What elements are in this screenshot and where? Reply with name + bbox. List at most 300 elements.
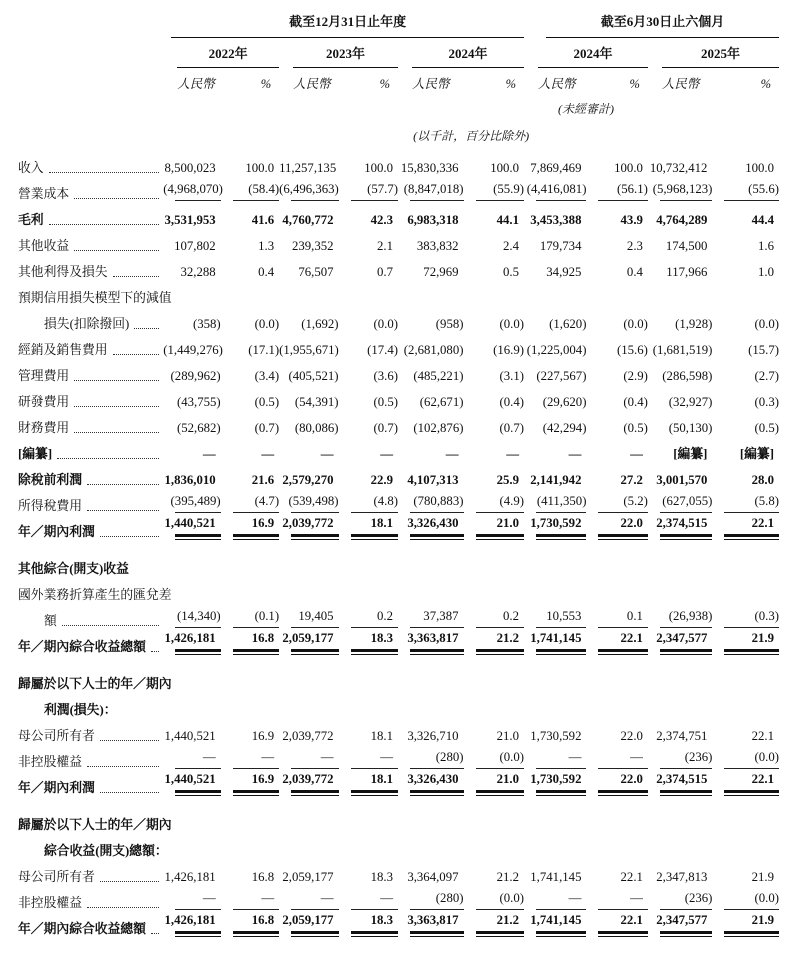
cell-value xyxy=(339,692,398,718)
cell-value: 10,553 xyxy=(524,603,586,629)
cell-value xyxy=(648,280,712,306)
cell-value: — xyxy=(339,744,398,770)
cell-value xyxy=(163,833,220,859)
table-row xyxy=(0,436,779,462)
cell-value: — xyxy=(221,744,279,770)
cell-value xyxy=(524,551,586,577)
cell-value: 1,426,181 xyxy=(163,629,220,655)
cell-value: 2,347,813 xyxy=(656,870,708,885)
cell-value: (43,755) xyxy=(176,395,221,410)
cell-value xyxy=(712,280,779,306)
single-rule xyxy=(410,909,463,910)
cell-value xyxy=(398,807,463,833)
cell-value: 6,983,318 xyxy=(407,213,459,228)
cell-value: (0.7) xyxy=(254,421,280,436)
single-rule xyxy=(410,200,463,201)
dot-leader xyxy=(49,172,160,173)
cell-value: — xyxy=(279,744,338,770)
cell-value: (42,294) xyxy=(542,421,587,436)
row-label-text: 綜合收益(開支)總額： xyxy=(44,844,168,859)
cell-value xyxy=(648,807,712,833)
cell-value: (16.9) xyxy=(493,343,524,358)
cell-value: 34,925 xyxy=(546,265,582,280)
cell-value: 4,760,772 xyxy=(282,213,334,228)
cell-value: (29,620) xyxy=(542,395,587,410)
cell-value: (0.7) xyxy=(499,421,524,436)
single-rule xyxy=(598,200,647,201)
cell-value: (4.9) xyxy=(464,488,525,514)
table-row xyxy=(0,744,779,770)
row-label-text: 年／期內綜合收益總額 xyxy=(18,922,146,937)
table-row xyxy=(0,514,779,540)
cell-value: 3,363,817 xyxy=(398,629,463,655)
cell-value xyxy=(339,833,398,859)
cell-value xyxy=(221,833,279,859)
cell-value: 0.2 xyxy=(339,603,398,629)
single-rule xyxy=(598,627,647,628)
cell-value: — xyxy=(586,885,647,911)
cell-value: — xyxy=(445,447,459,462)
cell-value: (395,489) xyxy=(163,488,220,514)
cell-value: 18.3 xyxy=(339,911,398,937)
cell-value: 16.8 xyxy=(221,911,279,937)
single-rule xyxy=(351,909,398,910)
row-label xyxy=(0,692,163,718)
unaudited-note-row xyxy=(0,92,779,117)
percent-header: % xyxy=(260,77,272,92)
cell-value: 0.5 xyxy=(503,265,519,280)
row-label-text: 收入 xyxy=(18,161,44,176)
cell-value xyxy=(464,551,525,577)
single-rule xyxy=(410,627,463,628)
cell-value xyxy=(221,807,279,833)
cell-value: (80,086) xyxy=(294,421,339,436)
dot-leader xyxy=(100,536,159,537)
cell-value: (54,391) xyxy=(294,395,339,410)
row-label-text: 歸屬於以下人士的年／期內 xyxy=(18,677,172,692)
row-label xyxy=(0,488,163,514)
cell-value xyxy=(648,551,712,577)
row-label xyxy=(0,770,163,796)
cell-value: (62,671) xyxy=(419,395,464,410)
cell-value xyxy=(648,833,712,859)
single-rule xyxy=(175,909,220,910)
cell-value: (5.8) xyxy=(712,488,779,514)
single-rule xyxy=(598,768,647,769)
single-rule xyxy=(175,512,220,513)
single-rule xyxy=(536,909,586,910)
cell-value: 1.3 xyxy=(258,239,275,254)
cell-value xyxy=(464,692,525,718)
row-label xyxy=(0,603,163,629)
currency-header: 人民幣 xyxy=(412,77,450,92)
dot-leader xyxy=(74,380,159,381)
cell-value: (280) xyxy=(398,885,463,911)
cell-value: (0.3) xyxy=(754,395,779,410)
cell-value: — xyxy=(568,447,582,462)
cell-value: — xyxy=(279,885,338,911)
cell-value xyxy=(586,666,647,692)
cell-value: (2.9) xyxy=(623,369,648,384)
cell-value: (0.5) xyxy=(623,421,648,436)
cell-value xyxy=(648,692,712,718)
cell-value xyxy=(712,666,779,692)
cell-value: 383,832 xyxy=(416,239,459,254)
row-label xyxy=(0,859,163,885)
cell-value: [編纂] xyxy=(739,447,774,462)
single-rule xyxy=(536,200,586,201)
row-label-text: 研發費用 xyxy=(18,395,70,410)
table-row xyxy=(0,488,779,514)
row-label xyxy=(0,718,163,744)
period-group-annual-label: 截至12月31日止年度 xyxy=(289,14,407,29)
cell-value: — xyxy=(221,885,279,911)
row-label xyxy=(0,462,163,488)
cell-value: (0.4) xyxy=(623,395,648,410)
double-rule xyxy=(536,931,586,937)
cell-value: 2,374,515 xyxy=(648,770,712,796)
cell-value: (6,496,363) xyxy=(279,176,338,202)
cell-value xyxy=(339,551,398,577)
cell-value xyxy=(221,280,279,306)
cell-value xyxy=(279,833,338,859)
cell-value: 1,440,521 xyxy=(163,514,220,540)
cell-value: 21.6 xyxy=(251,473,275,488)
cell-value: 18.3 xyxy=(370,870,394,885)
double-rule xyxy=(660,931,712,937)
cell-value: 239,352 xyxy=(291,239,334,254)
cell-value: 0.4 xyxy=(258,265,275,280)
single-rule xyxy=(536,768,586,769)
single-rule xyxy=(476,909,525,910)
cell-value: 0.4 xyxy=(626,265,643,280)
cell-value: 22.1 xyxy=(712,770,779,796)
single-rule xyxy=(724,627,779,628)
cell-value: 18.1 xyxy=(339,770,398,796)
cell-value: (0.0) xyxy=(754,317,779,332)
cell-value: (358) xyxy=(192,317,221,332)
cell-value xyxy=(586,833,647,859)
single-rule xyxy=(175,200,220,201)
cell-value xyxy=(524,666,586,692)
cell-value: [編纂] xyxy=(673,447,708,462)
cell-value xyxy=(524,577,586,603)
cell-value: 3,364,097 xyxy=(407,870,459,885)
cell-value: 43.9 xyxy=(620,213,643,228)
units-note: (以千計，百分比除外) xyxy=(413,129,530,144)
cell-value: (52,682) xyxy=(176,421,221,436)
table-row xyxy=(0,150,779,176)
double-rule xyxy=(410,931,463,937)
cell-value: (15.6) xyxy=(617,343,648,358)
single-rule xyxy=(233,768,279,769)
spacer-cell xyxy=(0,117,163,150)
spacer-cell xyxy=(0,68,163,92)
double-rule xyxy=(476,931,525,937)
cell-value: 22.1 xyxy=(586,629,647,655)
cell-value: 2,374,751 xyxy=(656,729,708,744)
cell-value: (0.1) xyxy=(221,603,279,629)
cell-value: 1,730,592 xyxy=(524,514,586,540)
cell-value: 10,732,412 xyxy=(649,161,708,176)
table-row xyxy=(0,332,779,358)
percent-header: % xyxy=(629,77,640,92)
cell-value: (58.4) xyxy=(221,176,279,202)
cell-value xyxy=(648,577,712,603)
units-note-row xyxy=(0,117,779,150)
single-rule xyxy=(724,909,779,910)
single-rule xyxy=(233,512,279,513)
cell-value: 1,741,145 xyxy=(524,629,586,655)
row-label xyxy=(0,666,172,692)
cell-value: 16.9 xyxy=(221,770,279,796)
table-row xyxy=(0,306,779,332)
row-label xyxy=(0,150,163,176)
double-rule xyxy=(598,931,647,937)
row-label xyxy=(0,807,172,833)
cell-value: 3,326,710 xyxy=(407,729,459,744)
cell-value: (1,681,519) xyxy=(652,343,713,358)
cell-value: 1,440,521 xyxy=(163,770,220,796)
currency-header: 人民幣 xyxy=(293,77,331,92)
dot-leader xyxy=(74,250,159,251)
cell-value: 3,363,817 xyxy=(398,911,463,937)
currency-header-row xyxy=(0,68,779,92)
cell-value: 1,836,010 xyxy=(164,473,216,488)
cell-value: 18.1 xyxy=(370,729,394,744)
single-rule xyxy=(724,200,779,201)
cell-value xyxy=(464,666,525,692)
single-rule xyxy=(660,768,712,769)
cell-value: 2,347,577 xyxy=(648,629,712,655)
row-label-text: 額 xyxy=(44,614,57,629)
single-rule xyxy=(476,627,525,628)
cell-value: 1,426,181 xyxy=(164,870,216,885)
cell-value: (1,620) xyxy=(549,317,587,332)
dot-leader xyxy=(100,881,159,882)
cell-value xyxy=(398,577,463,603)
row-label xyxy=(0,254,163,280)
cell-value xyxy=(221,692,279,718)
cell-value xyxy=(586,551,647,577)
cell-value: 8,500,023 xyxy=(164,161,216,176)
cell-value xyxy=(648,666,712,692)
spacer-cell xyxy=(0,38,163,69)
cell-value: 2.1 xyxy=(377,239,394,254)
cell-value: (411,350) xyxy=(524,488,586,514)
spacer-cell xyxy=(648,92,779,117)
dot-leader xyxy=(62,625,159,626)
currency-header: 人民幣 xyxy=(177,77,215,92)
cell-value xyxy=(464,833,525,859)
cell-value: 179,734 xyxy=(539,239,582,254)
dot-leader xyxy=(49,224,160,225)
table-row xyxy=(0,228,779,254)
cell-value xyxy=(524,280,586,306)
cell-value: 21.0 xyxy=(496,729,519,744)
table-row xyxy=(0,202,779,228)
cell-value xyxy=(279,666,338,692)
cell-value xyxy=(279,577,338,603)
single-rule xyxy=(291,768,338,769)
cell-value: (0.7) xyxy=(373,421,399,436)
cell-value xyxy=(398,551,463,577)
row-label-text: 母公司所有者 xyxy=(18,729,95,744)
cell-value xyxy=(339,666,398,692)
cell-value: 3,531,953 xyxy=(164,213,216,228)
cell-value xyxy=(398,280,463,306)
cell-value: (2.7) xyxy=(754,369,779,384)
row-label xyxy=(0,202,163,228)
cell-value: 18.3 xyxy=(339,629,398,655)
double-rule xyxy=(233,931,279,937)
cell-value: 174,500 xyxy=(665,239,708,254)
cell-value: 28.0 xyxy=(751,473,774,488)
period-group-interim xyxy=(524,0,779,38)
cell-value: 0.7 xyxy=(377,265,394,280)
row-label-text: 管理費用 xyxy=(18,369,70,384)
row-label-text: 營業成本 xyxy=(18,187,70,202)
cell-value: 11,257,135 xyxy=(279,161,337,176)
table-row xyxy=(0,551,779,577)
cell-value: (1,449,276) xyxy=(163,343,223,358)
table-row xyxy=(0,807,779,833)
row-label xyxy=(0,577,172,603)
cell-value: 22.0 xyxy=(586,770,647,796)
currency-header: 人民幣 xyxy=(538,77,576,92)
period-group-annual xyxy=(163,0,524,38)
year-header-row xyxy=(0,38,779,69)
table-row xyxy=(0,358,779,384)
cell-value: (539,498) xyxy=(279,488,338,514)
cell-value: 22.1 xyxy=(751,729,774,744)
cell-value xyxy=(279,692,338,718)
section-gap xyxy=(0,655,779,666)
cell-value xyxy=(398,666,463,692)
cell-value: (236) xyxy=(648,885,712,911)
cell-value: (102,876) xyxy=(413,421,464,436)
cell-value: — xyxy=(261,447,275,462)
year-header-2024: 2024年 xyxy=(398,38,524,69)
cell-value xyxy=(586,577,647,603)
cell-value: (4.8) xyxy=(339,488,398,514)
cell-value xyxy=(464,577,525,603)
cell-value xyxy=(464,280,525,306)
period-group-interim-label: 截至6月30日止六個月 xyxy=(600,14,725,29)
row-label xyxy=(0,551,163,577)
dot-leader xyxy=(87,766,159,767)
cell-value: — xyxy=(524,744,586,770)
single-rule xyxy=(351,512,398,513)
cell-value: — xyxy=(380,447,394,462)
cell-value: 2,059,177 xyxy=(279,911,338,937)
single-rule xyxy=(351,200,398,201)
cell-value: (0.0) xyxy=(464,885,525,911)
table-row xyxy=(0,577,779,603)
single-rule xyxy=(351,768,398,769)
dot-leader xyxy=(134,328,159,329)
cell-value: (1,928) xyxy=(675,317,713,332)
row-label-text: 損失(扣除撥回) xyxy=(44,317,130,332)
cell-value: 15,830,336 xyxy=(400,161,459,176)
cell-value: (14,340) xyxy=(163,603,220,629)
cell-value: 2,039,772 xyxy=(282,729,334,744)
cell-value: 0.1 xyxy=(586,603,647,629)
dot-leader xyxy=(151,933,159,934)
cell-value: (5,968,123) xyxy=(648,176,712,202)
cell-value: 21.9 xyxy=(712,911,779,937)
row-label-text: 毛利 xyxy=(18,213,44,228)
double-rule xyxy=(351,931,398,937)
percent-header: % xyxy=(379,77,391,92)
cell-value: (32,927) xyxy=(668,395,713,410)
row-label xyxy=(0,436,163,462)
cell-value: (0.0) xyxy=(623,317,648,332)
cell-value xyxy=(279,807,338,833)
cell-value xyxy=(339,577,398,603)
cell-value xyxy=(712,692,779,718)
cell-value: 72,969 xyxy=(423,265,459,280)
cell-value: 3,001,570 xyxy=(656,473,708,488)
cell-value: (4.7) xyxy=(221,488,279,514)
cell-value: (17.1) xyxy=(248,343,280,358)
cell-value xyxy=(339,807,398,833)
cell-value: 44.1 xyxy=(496,213,519,228)
single-rule xyxy=(351,627,398,628)
single-rule xyxy=(724,768,779,769)
row-label xyxy=(0,629,163,655)
cell-value: 4,107,313 xyxy=(407,473,459,488)
cell-value: — xyxy=(524,885,586,911)
row-label-text: 非控股權益 xyxy=(18,896,82,911)
cell-value: 44.4 xyxy=(751,213,774,228)
unaudited-note: (未經審計) xyxy=(557,102,614,117)
cell-value: (3.4) xyxy=(254,369,280,384)
single-rule xyxy=(660,909,712,910)
year-header-interim-2024: 2024年 xyxy=(524,38,648,69)
cell-value: — xyxy=(586,744,647,770)
cell-value: 1.0 xyxy=(758,265,774,280)
cell-value: (5.2) xyxy=(586,488,647,514)
dot-leader xyxy=(74,198,159,199)
cell-value xyxy=(398,833,463,859)
table-row xyxy=(0,885,779,911)
cell-value: — xyxy=(320,447,334,462)
single-rule xyxy=(233,200,279,201)
cell-value: (0.5) xyxy=(754,421,779,436)
cell-value: (55.9) xyxy=(464,176,525,202)
table-row xyxy=(0,718,779,744)
row-label xyxy=(0,833,168,859)
row-label xyxy=(0,176,163,202)
dot-leader xyxy=(74,432,159,433)
cell-value: (280) xyxy=(398,744,463,770)
row-label xyxy=(0,885,163,911)
table-row xyxy=(0,280,779,306)
row-label-text: 其他綜合(開支)收益 xyxy=(18,562,129,577)
cell-value: 16.8 xyxy=(251,870,275,885)
row-label-text: 非控股權益 xyxy=(18,755,82,770)
cell-value: 21.2 xyxy=(496,870,519,885)
cell-value: 22.1 xyxy=(586,911,647,937)
cell-value: 100.0 xyxy=(490,161,519,176)
cell-value: 2.3 xyxy=(626,239,643,254)
row-label-text: 歸屬於以下人士的年／期內 xyxy=(18,818,172,833)
cell-value xyxy=(712,833,779,859)
cell-value: (8,847,018) xyxy=(398,176,463,202)
cell-value: (56.1) xyxy=(586,176,647,202)
single-rule xyxy=(598,512,647,513)
